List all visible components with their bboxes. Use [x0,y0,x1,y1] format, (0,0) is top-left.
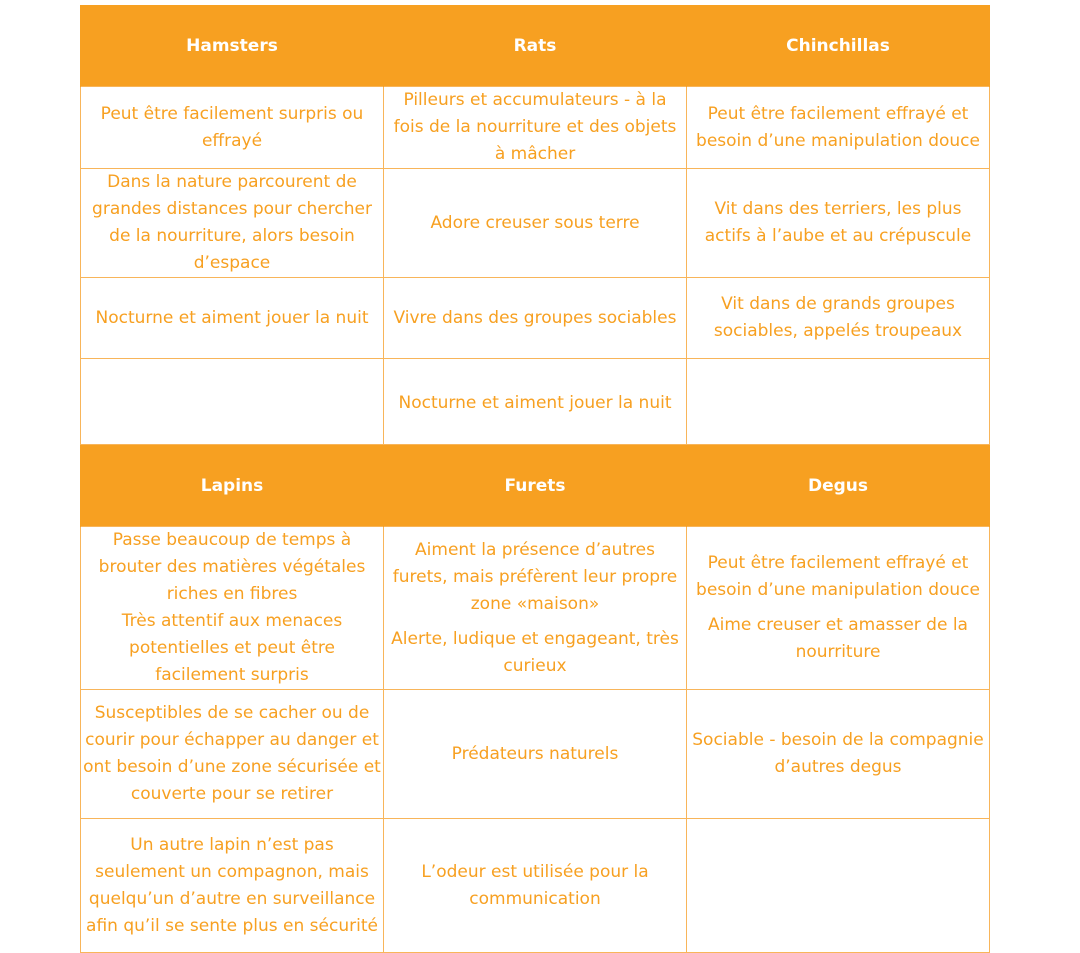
table-cell-empty [687,819,990,953]
header-hamsters: Hamsters [81,5,384,87]
table-cell [687,527,990,690]
table-row [81,169,990,278]
header-row-1 [81,5,990,87]
table-row [81,359,990,445]
table-row [81,690,990,819]
table-cell: Peut être facilement effrayé et besoin d’une manipulation douce [687,87,990,169]
table-cell: Prédateurs naturels [384,690,687,819]
table-cell-empty [81,359,384,445]
header-furets: Furets [384,445,687,527]
table-cell: Vivre dans des groupes sociables [384,278,687,359]
table-cell: Vit dans de grands groupes sociables, appelés troupeaux [687,278,990,359]
table-cell: Adore creuser sous terre [384,169,687,278]
table-cell: Sociable - besoin de la compagnie d’autres degus [687,690,990,819]
table-cell [81,527,384,690]
animal-traits-table [80,5,990,953]
cell-text: Peut être facilement effrayé et besoin d’une manipulation douce [696,553,980,600]
table-cell [384,527,687,690]
table-row [81,278,990,359]
cell-text: Passe beaucoup de temps à brouter des matières végétales riches en fibres [98,530,366,604]
table-cell: Nocturne et aiment jouer la nuit [81,278,384,359]
table-cell: Vit dans des terriers, les plus actifs à l’aube et au crépuscule [687,169,990,278]
table-cell: Nocturne et aiment jouer la nuit [384,359,687,445]
table-row [81,819,990,953]
cell-text: Très attentif aux menaces potentielles et peut être facilement surpris [121,611,343,685]
table-cell: Dans la nature parcourent de grandes distances pour chercher de la nourriture, alors besoin d’espace [81,169,384,278]
header-lapins: Lapins [81,445,384,527]
table-row [81,87,990,169]
header-row-2 [81,445,990,527]
table-cell: Peut être facilement surpris ou effrayé [81,87,384,169]
table-cell: L’odeur est utilisée pour la communication [384,819,687,953]
header-chinchillas: Chinchillas [687,5,990,87]
table-cell-empty [687,359,990,445]
table-cell: Pilleurs et accumulateurs - à la fois de la nourriture et des objets à mâcher [384,87,687,169]
table-cell: Un autre lapin n’est pas seulement un compagnon, mais quelqu’un d’autre en surveillance afin qu’il se sente plus en sécurité [81,819,384,953]
animal-traits-table-container [80,5,989,953]
header-degus: Degus [687,445,990,527]
table-cell: Susceptibles de se cacher ou de courir pour échapper au danger et ont besoin d’une zone sécurisée et couverte pour se retirer [81,690,384,819]
header-rats: Rats [384,5,687,87]
cell-text: Aiment la présence d’autres furets, mais préfèrent leur propre zone «maison» [392,539,678,614]
table-row [81,527,990,690]
cell-text: Aime creuser et amasser de la nourriture [708,615,968,662]
cell-text: Alerte, ludique et engageant, très curieux [391,628,679,676]
